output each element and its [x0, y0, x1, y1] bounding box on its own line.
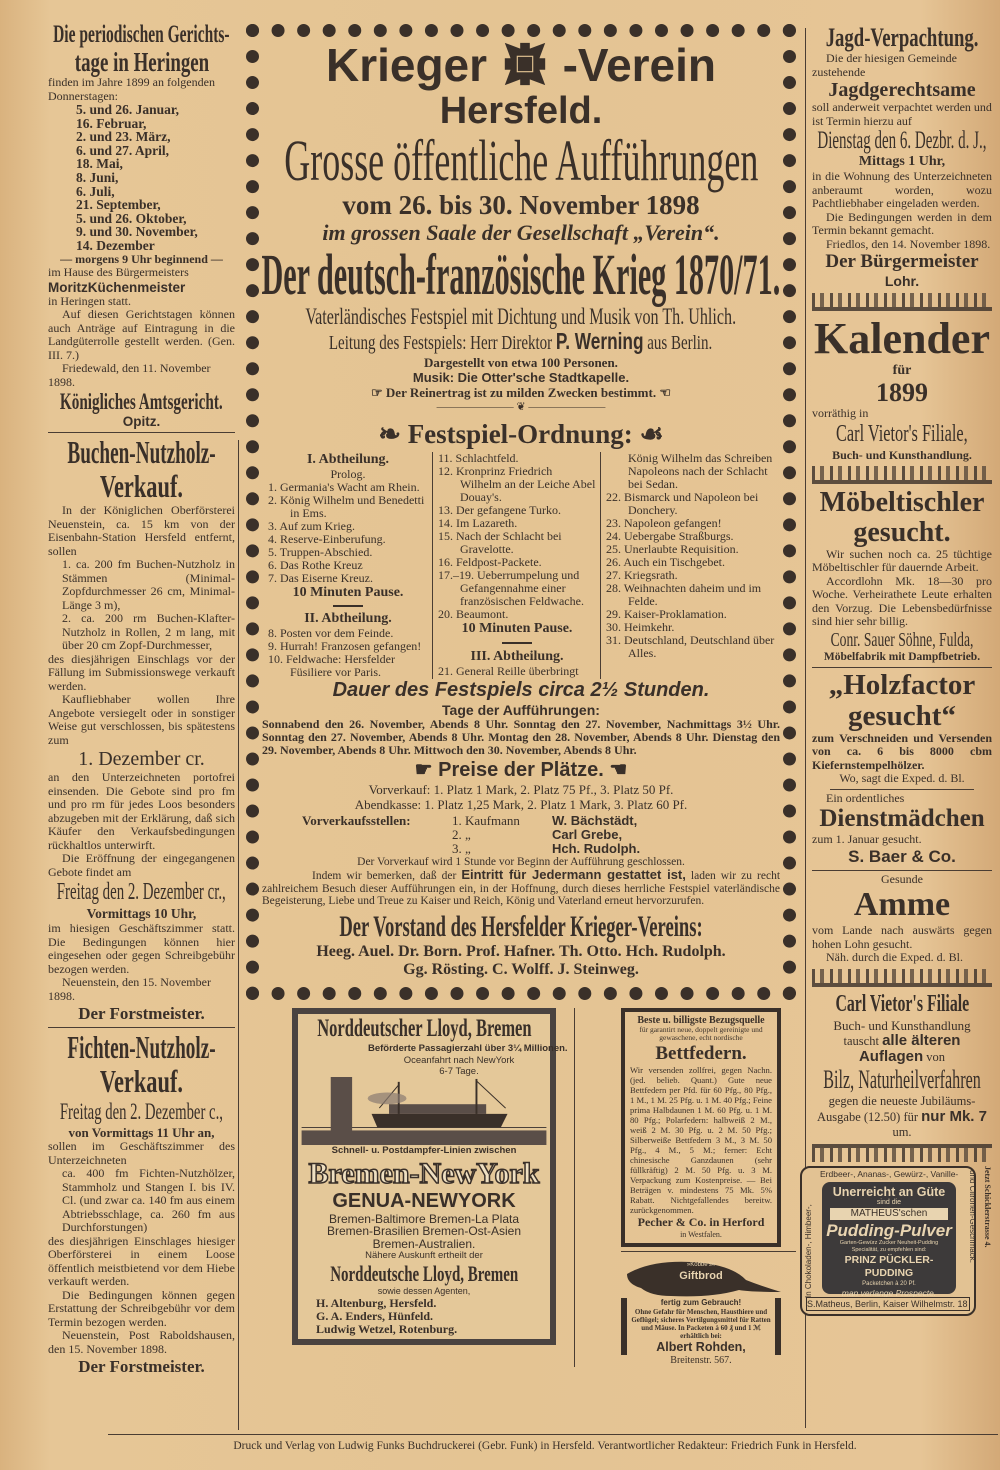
program-item: 15. Nach der Schlacht bei Gravelotte. — [438, 529, 562, 556]
ad-bettfedern — [621, 1008, 781, 1247]
ornament-border — [812, 293, 992, 311]
ad-title: Möbeltischler — [819, 486, 985, 518]
program-item: 10. Feldwache: Hersfelder Füsiliere vor Paris. — [268, 652, 395, 679]
program-item: 17.–19. Ueberrumpelung und Gefangennahme einer französischen Feldwache. — [438, 568, 584, 608]
program-item: 22. Bismarck und Napoleon bei Donchery. — [606, 490, 759, 517]
ad-text: gegen die neueste Jubiläums-Ausgabe (12.50) für — [817, 1093, 976, 1124]
section-title: Preise der Plätze. — [438, 759, 604, 781]
pointing-hand-icon: ☞ — [371, 385, 386, 400]
program-pause: 10 Minuten Pause. — [292, 585, 404, 600]
ship-lighthouse-illustration — [298, 1077, 550, 1145]
date-item: 9. und 30. November, — [76, 224, 198, 240]
notice-title: Verkauf. — [99, 1063, 184, 1100]
ad-text: Buch- und Kunsthandlung — [833, 1017, 971, 1033]
ad-firm: S. Baer & Co. — [848, 846, 956, 866]
program-item: 31. Deutschland, Deutschland über Alles. — [606, 633, 775, 660]
ad-text: Musik: Die Otter'sche Stadtkapelle. — [412, 370, 630, 385]
divider — [48, 432, 235, 433]
divider — [333, 605, 363, 607]
notice-text: sollen im Geschäftszimmer des Unterzeichneten — [48, 1139, 235, 1167]
ad-firm: Conr. Sauer Söhne, Fulda, — [830, 628, 974, 651]
ad-text: zum Verschneiden und Versenden von ca. 6 bis 8000 cbm Kiefernstempelhölzer. — [812, 730, 992, 772]
notice-title: Fichten-Nutzholz- — [67, 1029, 216, 1066]
divider — [621, 1251, 796, 1252]
section-title: Tage der Aufführungen: — [442, 702, 600, 718]
ad-text: Schnell- u. Postdampfer-Linien zwischen — [331, 1144, 517, 1156]
column-rule — [238, 440, 239, 1430]
ad-text: Leitung des Festspiels: Herr Direktor — [329, 332, 553, 354]
label: Vorverkaufsstellen: — [302, 813, 411, 828]
program-section: II. Abtheilung. — [304, 611, 392, 626]
notice-time: Vormittags 10 Uhr, — [86, 906, 197, 922]
notice-gerichtstage — [48, 22, 235, 429]
ad-text: Der Reinertrag ist zu milden Zwecken bestimmt. — [385, 385, 657, 400]
notice-signature: Opitz. — [122, 414, 161, 430]
ad-text: 6-7 Tage. — [439, 1065, 479, 1077]
notice-item: 1. ca. 200 fm Buchen-Nutzholz in Stämmen (Minimal-Zopfdurchmesser 26 cm, Minimal-Länge 3 m), — [62, 557, 235, 612]
ad-text: Indem wir bemerken, daß der — [312, 870, 457, 882]
bottom-ads-row — [246, 1008, 796, 1367]
ad-text: Beförderte Passagierzahl über 3¼ Millionen. — [368, 1042, 568, 1054]
ad-text: für — [892, 363, 912, 378]
agent: H. Altenburg, Hersfeld. — [316, 1296, 437, 1310]
left-column — [48, 22, 235, 1377]
performance-info — [262, 679, 780, 979]
ad-text: tauscht — [843, 1033, 879, 1048]
seller-number: 2. „ — [452, 827, 471, 842]
date-item: 8. Juni, — [76, 169, 119, 185]
ad-holzfactor — [812, 670, 992, 786]
program-item: 27. Kriegsrath. — [606, 568, 678, 582]
director-name: P. Werning — [556, 328, 644, 354]
notice-item: 2. ca. 200 rm Buchen-Klafter-Nutzholz in Rollen, 2 m lang, mit über 20 cm Zopf-Durchmesser, — [62, 611, 235, 653]
ad-text: Dargestellt von etwa 100 Personen. — [424, 355, 618, 370]
notice-text: — morgens 9 Uhr beginnend — — [60, 251, 223, 266]
program-pause: 10 Minuten Pause. — [461, 621, 573, 636]
date-item: 14. Dezember — [76, 237, 155, 253]
notice-signature: Der Forstmeister. — [78, 1004, 205, 1024]
ad-subtitle: Hersfeld. — [439, 90, 603, 132]
notice-fichten-verkauf — [48, 1030, 235, 1377]
pointing-hand-icon: ☚ — [603, 759, 628, 781]
program-item: 6. Das Rothe Kreuz — [268, 558, 363, 572]
price-line: Abendkasse: 1. Platz 1,25 Mark, 2. Platz 1 Mark, 3. Platz 60 Pf. — [354, 797, 688, 812]
ad-title: Amme — [853, 886, 951, 923]
notice-text: soll anderweit verpachtet werden und ist Termin hierzu auf — [812, 100, 992, 128]
ad-text: Näh. durch die Exped. d. Bl. — [826, 950, 963, 964]
ad-book-title: Bilz, Naturheilverfahren — [823, 1064, 981, 1094]
seller-name: Hch. Rudolph. — [552, 841, 641, 856]
program-item: 5. Truppen-Abschied. — [268, 545, 373, 559]
program-item: 1. Germania's Wacht am Rhein. — [268, 480, 420, 494]
ad-title: gesucht. — [853, 516, 951, 548]
seller-number: 1. Kaufmann — [452, 813, 520, 828]
notice-text: Die Bedingungen können gegen Erstattung der Schreibgebühr vor dem Termin bezogen werden. — [48, 1287, 235, 1329]
ad-moebeltischler — [812, 488, 992, 664]
ad-price: nur Mk. 7 — [921, 1107, 987, 1125]
ad-text: um. — [892, 1124, 912, 1139]
notice-signature: Königliches Amtsgericht. — [60, 389, 223, 415]
date-item: 6. Juli, — [76, 183, 115, 199]
ad-text: Wir suchen noch ca. 25 tüchtige Möbeltischler für dauernde Arbeit. — [812, 546, 992, 574]
seller-name: W. Bächstädt, — [552, 813, 638, 828]
notice-jagd — [812, 24, 992, 289]
ad-text: laden wir zu recht zahlreichem Besuch dieser Aufführungen ein, in der Hoffnung, durch dieses herrliche Festspiel vaterländische Begeisterung, Liebe und Treue zu Kaiser und Reich, König und Vaterland erneut hervorzurufen. — [262, 870, 781, 907]
notice-signature: Der Bürgermeister — [825, 251, 979, 272]
ad-text: fertig zum Gebrauch! — [660, 1297, 742, 1307]
divider — [830, 789, 974, 790]
duration: Dauer des Festspiels circa 2½ Stunden. — [332, 679, 710, 701]
committee-names: Heeg. Auel. Dr. Born. Prof. Hafner. Th. Otto. Hch. Rudolph. — [316, 942, 726, 960]
ad-firm: Albert Rohden, — [621, 1340, 781, 1355]
ad-title: Giftbrod — [679, 1269, 723, 1282]
ornament-border — [812, 969, 992, 987]
ad-headline: Grosse öffentliche Aufführungen — [283, 128, 759, 193]
ad-text: und Citronen-Geschmack. — [968, 1169, 977, 1263]
ad-play-title: Der deutsch-französische Krieg 1870/71. — [261, 242, 781, 307]
ad-title: gesucht“ — [848, 699, 956, 732]
pointing-hand-icon: ☛ — [414, 759, 439, 781]
ad-title: Carl Vietor's Filiale — [835, 990, 969, 1017]
ad-title: Norddeutscher Lloyd, Bremen — [316, 1014, 532, 1042]
program-item: 23. Napoleon gefangen! — [606, 516, 722, 530]
program-item: 25. Unerlaubte Requisition. — [606, 542, 739, 556]
ad-title: -Verein — [562, 39, 717, 91]
notice-buchen-verkauf — [48, 435, 235, 1024]
ornament-divider: ——————— ❦ ——————— — [436, 401, 606, 413]
notice-head: Jagdgerechtsame — [828, 79, 976, 101]
ad-text: vom Lande nach auswärts gegen hohen Lohn gesucht. — [812, 923, 992, 951]
ad-kalender — [812, 315, 992, 462]
program-item: 28. Weihnachten daheim und im Felde. — [606, 581, 762, 608]
ad-address: Breitenstr. 567. — [670, 1354, 732, 1366]
ad-text: Accordlohn Mk. 18—30 pro Woche. Verheirathete Leute erhalten den Vorzug. Die Lebensbedürfnisse sind hier sehr billig. — [812, 573, 992, 628]
ad-text: von — [926, 1049, 946, 1064]
ad-pudding-pulver — [800, 1165, 992, 1316]
divider — [502, 642, 532, 644]
divider — [108, 1434, 998, 1435]
program-item: 26. Auch ein Tischgebet. — [606, 555, 725, 569]
iron-cross-icon — [500, 39, 550, 89]
program-item: 20. Beaumont. — [438, 607, 509, 621]
ad-year: 1899 — [876, 378, 928, 407]
ad-emphasis: Eintritt für Jedermann gestattet ist, — [461, 867, 686, 882]
ad-title: Kalender — [814, 314, 990, 363]
pointing-hand-icon: ☜ — [656, 385, 671, 400]
notice-text: Die Eröffnung der eingegangenen Gebote findet am — [48, 851, 235, 879]
ad-product: PRINZ PÜCKLER-PUDDING — [844, 1253, 934, 1279]
notice-text: des diesjährigen Einschlages hiesiger Oberförsterei in einem Loose öffentlich meistbietend vor dem Hiebe verkauft werden. — [48, 1233, 235, 1289]
ad-text: Wo, sagt die Exped. d. Bl. — [839, 771, 965, 785]
ad-text: Ohne Gefahr für Menschen, Hausthiere und Geflügel; sicheres Vertilgungsmittel für Ratten und Mäuse. In Packeten à 60 ₰ und 1 ℳ erhältlich bei: — [631, 1307, 771, 1340]
notice-time: Mittags 1 Uhr, — [858, 154, 946, 169]
divider — [48, 1027, 235, 1028]
notice-title: Buchen-Nutzholz- — [67, 434, 216, 471]
date-item: 2. und 23. März, — [76, 129, 171, 145]
program-item: 2. König Wilhelm und Benedetti in Ems. — [268, 493, 425, 520]
committee-names: Gg. Rösting. C. Wolff. J. Steinweg. — [403, 960, 639, 978]
ad-firm: Pecher & Co. in Herford — [637, 1214, 765, 1229]
ad-title: „Holzfactor — [828, 668, 976, 701]
ad-brand: MATHEUS'schen — [830, 1208, 948, 1220]
ad-dates: vom 26. bis 30. November 1898 — [342, 190, 700, 220]
ad-text: Specialität, zu empfehlen sind: — [851, 1246, 927, 1253]
ad-text: In Chokoladen-, Himbeer-, — [804, 1203, 813, 1298]
notice-text: in die Wohnung des Unterzeichneten anberaumt worden, wozu Pachtliebhaber eingeladen werden. — [812, 169, 992, 210]
ad-text: Vaterländisches Festspiel mit Dichtung und Musik von Th. Uhlich. — [305, 304, 737, 329]
notice-dateline: Friedlos, den 14. November 1898. — [826, 236, 991, 251]
flourish-icon: ☙ — [632, 419, 664, 449]
notice-text: in Heringen statt. — [48, 293, 131, 308]
divider — [812, 667, 992, 668]
ad-firm: Carl Vietor's Filiale, — [836, 420, 968, 447]
ad-route: Bremen-Brasilien Bremen-Ost-Asien — [326, 1224, 522, 1238]
notice-name: MoritzKüchenmeister — [48, 279, 186, 295]
ad-text: sind die — [876, 1198, 902, 1206]
seller-name: Carl Grebe, — [552, 827, 623, 842]
date-item: 6. und 27. April, — [76, 142, 170, 158]
notice-title: Verkauf. — [99, 468, 184, 505]
program-section: I. Abtheilung. — [306, 452, 390, 467]
notice-date: Freitag den 2. Dezember cr., — [57, 879, 226, 906]
notice-date: Freitag den 2. Dezember c., — [59, 1099, 224, 1125]
ad-text: Beste u. billigste Bezugsquelle — [637, 1014, 765, 1026]
date-item: 16. Februar, — [76, 115, 147, 131]
ad-amme — [812, 873, 992, 965]
notice-date: 1. Dezember cr. — [78, 748, 205, 771]
ad-route: Bremen-Baltimore Bremen-La Plata — [328, 1211, 520, 1226]
notice-text: In der Königlichen Oberförsterei Neuenstein, ca. 15 km von der Eisenbahn-Station Hersfeld entfernt, sollen — [48, 503, 235, 558]
ad-company: Norddeutsche Lloyd, Bremen — [330, 1261, 518, 1286]
ad-title: Dienstmädchen — [819, 805, 985, 832]
program-section: III. Abtheilung. — [470, 649, 564, 664]
ad-route: GENUA-NEWYORK — [332, 1189, 516, 1212]
program-item: 8. Posten vor dem Feinde. — [268, 626, 394, 640]
ad-emphasis: alle älteren Auflagen — [858, 1031, 961, 1065]
ad-firm: S.Matheus, Berlin, Kaiser Wilhelmstr. 18 — [806, 1297, 970, 1311]
date-item: 5. und 26. Oktober, — [76, 210, 187, 226]
notice-date: Dienstag den 6. Dezbr. d. J., — [817, 127, 987, 154]
program-item: 30. Heimkehr. — [606, 620, 675, 634]
ad-text: aus Berlin. — [647, 332, 713, 354]
ornament-border — [812, 1144, 992, 1162]
program-item: 16. Feldpost-Packete. — [438, 555, 542, 569]
ad-vietor-bilz — [812, 991, 992, 1140]
ad-text: »Kobbe's« — [686, 1261, 716, 1268]
ad-text: Ein ordentliches — [826, 790, 905, 805]
ad-text: Garten-Gewürz Zucker Neuheit-Pudding — [839, 1239, 939, 1246]
ad-title: Krieger — [325, 39, 488, 91]
date-item: 21. September, — [76, 197, 161, 213]
committee-title: Der Vorstand des Hersfelder Krieger-Vereins: — [339, 909, 703, 943]
ad-text: man verlange Prospecte. — [841, 1287, 937, 1298]
notice-signature: Der Forstmeister. — [78, 1357, 205, 1377]
agent: Ludwig Wetzel, Rotenburg. — [316, 1322, 458, 1336]
ad-text: Der Vorverkauf wird 1 Stunde vor Beginn der Aufführung geschlossen. — [357, 856, 685, 868]
middle-column — [246, 24, 796, 1367]
notice-text: Auf diesen Gerichtstagen können auch Anträge auf Eintragung in die Landgüterrolle gestellt werden. (Gen. III. 7.) — [48, 307, 235, 362]
notice-text: Die der hiesigen Gemeinde zustehende — [812, 51, 957, 79]
notice-title: tage in Heringen — [74, 47, 209, 77]
ad-text: Unerreicht an Güte — [832, 1184, 946, 1199]
notice-text: ca. 400 fm Fichten-Nutzhölzer, Stammholz und Stangen I. bis IV. Cl. (und zwar ca. 140 fm aus einem Abtriebsschlage, ca. 260 fm aus Durchforstungen) — [62, 1166, 235, 1235]
ornament-border — [812, 466, 992, 484]
right-column — [804, 23, 992, 1316]
seller-number: 3. „ — [452, 841, 471, 856]
ad-text: Packetchen à 20 Pf. — [862, 1280, 916, 1287]
notice-text: im hiesigen Geschäftszimmer statt. Die Bedingungen können hier eingesehen oder gegen Schreibgebühr bezogen werden. — [48, 921, 235, 976]
notice-text: Die Bedingungen werden in dem Termin bekannt gemacht. — [812, 209, 992, 237]
ad-text: Nähere Auskunft ertheilt der — [365, 1250, 483, 1261]
program-item: König Wilhelm das Schreiben Napoleons nach der Schlacht bei Sedan. — [628, 451, 773, 491]
notice-title: Die periodischen Gerichts- — [53, 21, 230, 48]
ad-text: Gesunde — [881, 871, 923, 886]
date-item: 18. Mai, — [76, 156, 123, 172]
ad-text: sowie dessen Agenten, — [377, 1286, 471, 1296]
notice-title: Jagd-Verpachtung. — [825, 23, 979, 52]
schedule-text: Sonnabend den 26. November, Abends 8 Uhr. Sonntag den 27. November, Nachmittags 3½ Uhr. Sonntag den 27. November, Abends 8 Uhr. Montag den 28. November, Abends 8 Uhr. Dienstag den 29. November, Abends 8 Uhr. Mittwoch den 30. November, Abends 8 Uhr. — [262, 717, 780, 757]
ad-text: Möbelfabrik mit Dampfbetrieb. — [823, 650, 981, 663]
notice-text: an den Unterzeichneten portofrei einsenden. Die Gebote sind pro fm und pro rm für jedes Loos besonders abzugeben mit der Erklärung, daß sich Käufer den Verkaufsbedingungen rückhaltlos unterwirft. — [48, 770, 235, 852]
ad-route: Bremen-NewYork — [308, 1156, 540, 1190]
ad-text: Wir versenden zollfrei, gegen Nachn. (jed. belieb. Quant.) Gute neue Bettfedern per Pfd. für 60 Pfg., 80 Pfg., 1 M., 1 M. 25 Pfg. u. 1 M. 40 Pfg.; Feine prima Halbdaunen 1 M. 60 Pfg. u. 1 M. 80 Pfg.; Polarfedern: halbweiß 2 M., weiß 2 M. 30 Pfg. u. 2 M. 50 Pfg.; Silberweiße Bettfedern 3 M., 3 M. 50 Pfg., 4 M., 5 M.; ferner: Echt chinesische Ganzdaunen (sehr füllkräftig) 2 M. 50 Pfg. u. 3 M. Verpackung zum Kostenpreise. — Bei Beträgen v. mindestens 75 Mk. 5% Rabatt. Nichtgefallendes bereitw. zurückgenommen. — [630, 1064, 772, 1215]
notice-signature: Lohr. — [884, 273, 920, 289]
program-item: 12. Kronprinz Friedrich Wilhelm an der Leiche Abel Douay's. — [438, 464, 596, 504]
ad-venue: im grossen Saale der Gesellschaft „Verein“. — [322, 220, 720, 245]
ad-text: Erdbeer-, Ananas-, Gewürz-, Vanille- — [820, 1168, 959, 1179]
ad-norddeutscher-lloyd — [292, 1008, 568, 1346]
divider — [812, 870, 992, 871]
flourish-icon: ❧ — [378, 419, 408, 449]
ad-text: zum 1. Januar gesucht. — [812, 832, 922, 846]
ad-dienstmaedchen — [812, 792, 992, 867]
ad-giftbrod — [621, 1256, 781, 1367]
program-item: 9. Hurrah! Franzosen gefangen! — [268, 639, 422, 653]
program-title: Festspiel-Ordnung: — [407, 419, 633, 449]
program-column-1 — [262, 452, 432, 679]
program-column-3 — [600, 452, 780, 679]
program-item: 14. Im Lazareth. — [438, 516, 518, 530]
ad-text: für garantirt neue, doppelt gereinigte und gewaschene, echt nordische — [639, 1024, 763, 1042]
program-item: Prolog. — [330, 467, 366, 481]
notice-dateline: Neuenstein, Post Raboldshausen, den 15. November 1898. — [48, 1328, 235, 1356]
notice-time: von Vormittags 11 Uhr an, — [68, 1125, 215, 1141]
small-ads-stack — [574, 1008, 796, 1367]
program-item: 3. Auf zum Krieg. — [268, 519, 355, 533]
ad-text: Buch- und Kunsthandlung. — [832, 447, 972, 462]
program-item: 24. Uebergabe Straßburgs. — [606, 529, 734, 543]
krieger-verein-ad — [246, 24, 796, 1000]
program-item: 21. General Reille überbringt — [438, 664, 579, 678]
ad-product: Pudding-Pulver — [826, 1220, 952, 1240]
ad-side-text: Jetzt Schicklerstrasse 4. — [983, 1165, 992, 1248]
ad-text: vorräthig in — [812, 406, 869, 420]
program-item: 29. Kaiser-Proklamation. — [606, 607, 727, 621]
ad-text: Oceanfahrt nach NewYork — [403, 1054, 515, 1066]
notice-dateline: Friedewald, den 11. November 1898. — [48, 361, 211, 389]
date-item: 5. und 26. Januar, — [76, 102, 180, 117]
program-item: 4. Reserve-Einberufung. — [268, 532, 386, 546]
agent: G. A. Enders, Hünfeld. — [316, 1309, 434, 1323]
imprint-footer: Druck und Verlag von Ludwig Funks Buchdruckerei (Gebr. Funk) in Hersfeld. Verantwortlicher Redakteur: Friedrich Funk in Hersfeld. — [233, 1440, 857, 1452]
program-item: 7. Das Eiserne Kreuz. — [268, 571, 373, 585]
notice-text: Kaufliebhaber wollen Ihre Angebote versiegelt oder in sonstiger Weise gut verschlossen, bis spätestens zum — [48, 692, 235, 747]
ad-title: Bettfedern. — [655, 1042, 747, 1064]
notice-text: des diesjährigen Einschlags vor der Fällung im Submissionswege verkauft werden. — [48, 651, 235, 693]
program-item: 11. Schlachtfeld. — [438, 451, 519, 465]
notice-text: im Hause des Bürgermeisters — [48, 265, 189, 280]
notice-dateline: Neuenstein, den 15. November 1898. — [48, 975, 211, 1003]
program-item: 13. Der gefangene Turko. — [438, 503, 561, 517]
price-line: Vorverkauf: 1. Platz 1 Mark, 2. Platz 75 Pf., 3. Platz 50 Pf. — [368, 782, 674, 797]
program-column-2 — [432, 452, 600, 679]
ad-text: in Westfalen. — [680, 1229, 722, 1239]
notice-text: finden im Jahre 1899 an folgenden Donnerstagen: — [48, 75, 215, 103]
ad-route: Bremen-Australien. — [372, 1236, 476, 1251]
